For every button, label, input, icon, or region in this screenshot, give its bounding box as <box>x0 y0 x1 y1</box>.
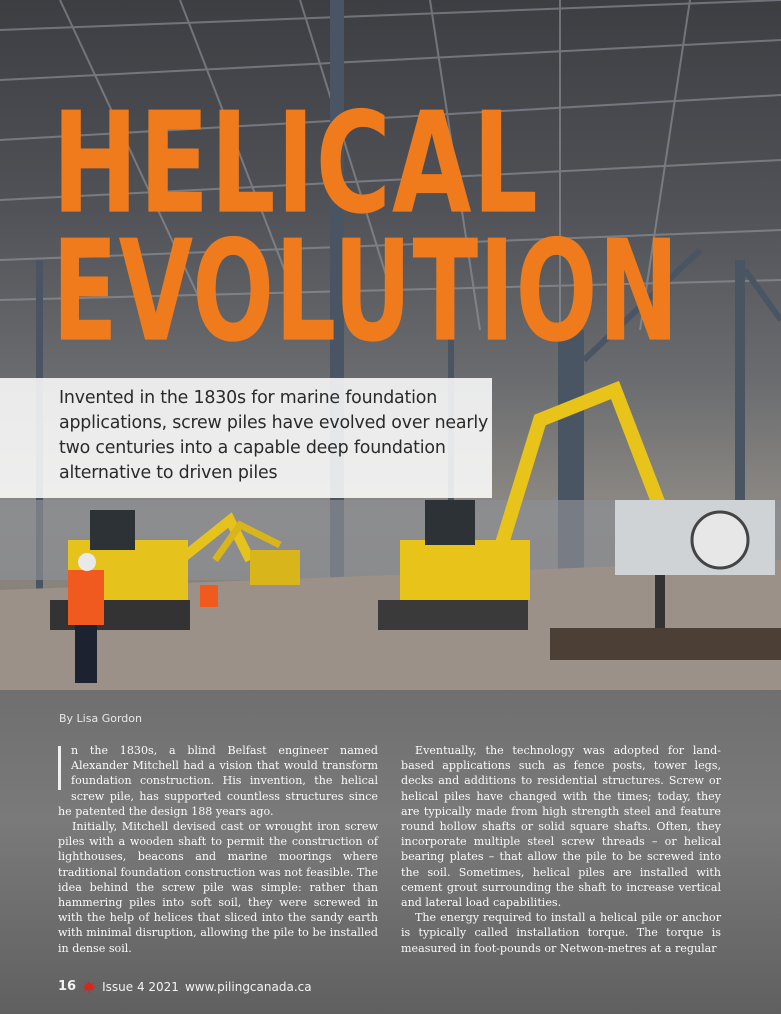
page-footer <box>58 979 312 994</box>
drop-cap-i <box>58 746 61 790</box>
headline-line-2: EVOLUTION <box>52 210 680 374</box>
article-column-1 <box>58 743 378 956</box>
paragraph: Initially, Mitchell devised cast or wrought iron screw piles with a wooden shaft to permit the construction of lighthouses, beacons and marine moorings where traditional foundation construction was not feasible. The idea behind the screw pile was simple: rather than hammering piles into soft soil, they were screwed in with the help of helices that sliced into the sandy earth with minimal disruption, allowing the pile to be installed in dense soil. <box>58 820 378 955</box>
issue-label: Issue 4 2021 <box>102 979 179 994</box>
deck-panel <box>0 378 492 498</box>
page-number: 16 <box>58 979 77 994</box>
paragraph: The energy required to install a helical pile or anchor is typically called installation torque. The torque is measured in foot-pounds or Netwon-metres at a regular <box>401 911 721 955</box>
deck-text: Invented in the 1830s for marine foundation applications, screw piles have evolved over nearly two centuries into a capable deep foundation alternative to driven piles <box>59 388 489 483</box>
paragraph: n the 1830s, a blind Belfast engineer named Alexander Mitchell had a vision that would transform foundation construction. His invention, the helical screw pile, has supported countless structures since he patented the design 188 years ago. <box>58 744 378 818</box>
maple-leaf-icon <box>82 980 96 994</box>
paragraph: Eventually, the technology was adopted for land-based applications such as fence posts, tower legs, decks and additions to residential structures. Screw or helical piles have changed with the times; today, they are typically made from high strength steel and feature round hollow shafts or solid square shafts. Often, they incorporate multiple steel screw threads – or helical bearing plates – that allow the pile to be screwed into the soil. Sometimes, helical piles are installed with cement grout surrounding the shaft to increase vertical and lateral load capabilities. <box>401 744 721 910</box>
article-column-2 <box>401 743 721 956</box>
byline: By Lisa Gordon <box>59 712 142 725</box>
headline-line-1: HELICAL <box>52 82 539 246</box>
website-url[interactable]: www.pilingcanada.ca <box>184 979 312 994</box>
